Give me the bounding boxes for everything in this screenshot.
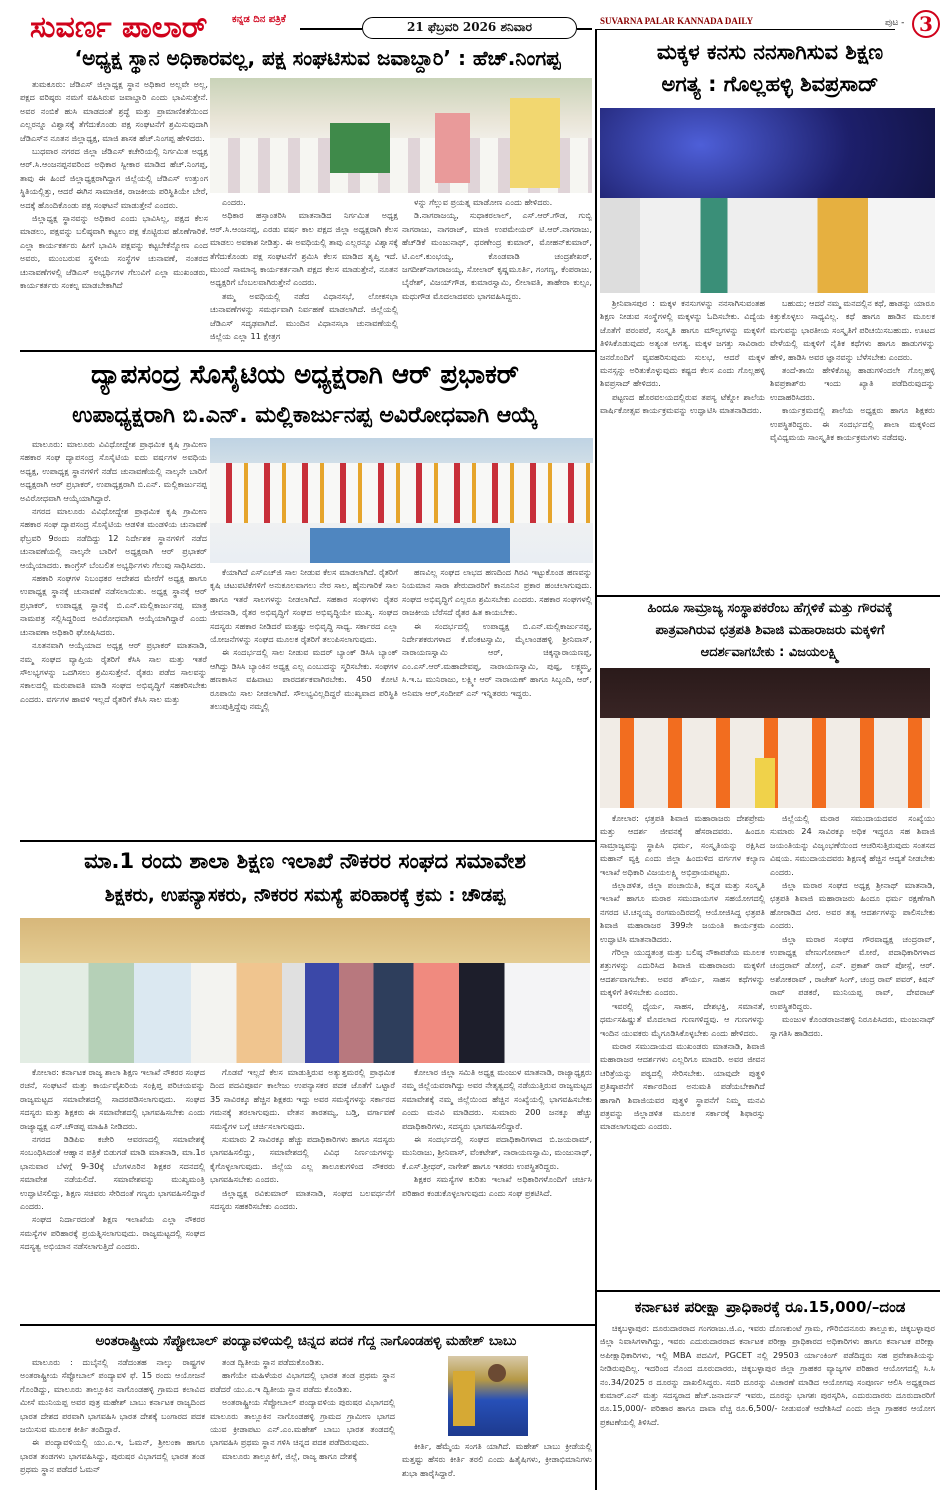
masthead-rule-mid [577,28,592,30]
paragraph: ಹಣವಿಲ್ಲ ಸಂಘದ ಲಾಭದ ಹಣದಿಂದ ಗಿರವಿ ಇಟ್ಟುಕೊಂಡ ಹಣವನ್ನು ನಿಯಮಾನ ಸಾರಾ ಶೇರುದಾರರಿಗೆ ಕಾನೂನಿನ ಪ್ರಕಾರ ಹಂಚಲಾಗುವುದು. ಸಂಘದ ಅಭಿವೃದ್ಧಿಗೆ ಎಲ್ಲರೂ ಶ್ರಮಿಸಬೇಕು ಎಂದರು. ಸಹಕಾರ ಸಂಘಗಳಲ್ಲಿ ರಾಜಕೀಯ ಬೆರೆಸದೆ ರೈತರ ಹಿತ ಕಾಯಬೇಕು. [402,567,592,618]
paragraph: ಜಿಲ್ಲಾಧ್ಯಕ್ಷ ಸ್ಥಾನವನ್ನು ಅಧಿಕಾರ ಎಂದು ಭಾವಿಸಿಲ್ಲ, ಪಕ್ಷದ ಕೆಲಸ ಮಾಡಲು, ಪಕ್ಷವನ್ನು ಬಲಿಷ್ಠವಾಗಿ ಕಟ್ಟಲು ಪಕ್ಷ ಕೊಟ್ಟಿರುವ ಹೊಣೆಗಾರಿಕೆ. ಎಲ್ಲಾ ಕಾರ್ಯಕರ್ತರು ಹೀಗೆ ಭಾವಿಸಿ ಪಕ್ಷವನ್ನು ಕಟ್ಟಬೇಕೆನ್ನೋಣ ಎಂದ ಅವರು, ಮುಂಬರುವ ಸ್ಥಳೀಯ ಸಂಸ್ಥೆಗಳ ಚುನಾವಣೆ, ನಂತರದ ಚುನಾವಣೆಗಳಲ್ಲಿ ಜೆಡಿಎಸ್ ಅಭ್ಯರ್ಥಿಗಳ ಗೆಲುವಿಗೆ ಎಲ್ಲಾ ಮುಖಂಡರು, ಕಾರ್ಯಕರ್ತರು ಸಂಕಲ್ಪ ಮಾಡಬೇಕಾಗಿದೆ [20,213,208,291]
issue-date: 21 ಫೆಬ್ರವರಿ 2026 ಶನಿವಾರ [362,17,577,39]
paragraph: ಶ್ರೀನಿವಾಸಪುರ : ಮಕ್ಕಳ ಕನಸುಗಳನ್ನು ನನಸಾಗಿಸುವಂತಹ ಶಿಕ್ಷಣ ನೀಡುವ ಸಂಸ್ಥೆಗಳಲ್ಲಿ ಮಕ್ಕಳನ್ನು ಓದಿಸಬೇಕು. ವಿದ್ಯೆಯ ಜೊತೆಗೆ ಪರಂಪರೆ, ಸಂಸ್ಕೃತಿ ಹಾಗೂ ಮೌಲ್ಯಗಳನ್ನು ಮಕ್ಕಳಿಗೆ ತಿಳಿಸಿಕೊಡುವುದು ಅತ್ಯಂತ ಅಗತ್ಯ. ಮಕ್ಕಳ ಜಗತ್ತು ಸಾವಿರಾರು ಜನರೊಂದಿಗೆ ವ್ಯವಹರಿಸುವುದು ಸುಲಭ, ಆದರೆ ಮಕ್ಕಳ ಮನಸ್ಸನ್ನು ಅರಿತುಕೊಳ್ಳುವುದು ಕಷ್ಟದ ಕೆಲಸ ಎಂದು ಗೊಲ್ಲಹಳ್ಳಿ ಶಿವಪ್ರಸಾದ್ ಹೇಳಿದರು. [600,298,765,389]
paragraph: ಮಾಲೂರು ತಾಲ್ಲೂಕಿಗೆ, ಜಿಲ್ಲೆ, ರಾಜ್ಯ ಹಾಗೂ ದೇಶಕ್ಕೆ [222,1450,358,1461]
story3-headline-line2: ಉಪಾಧ್ಯಕ್ಷರಾಗಿ ಬಿ.ಎನ್. ಮಲ್ಲಿಕಾರ್ಜುನಪ್ಪ ಅವಿರೋಧವಾಗಿ ಆಯ್ಕೆ [72,403,538,428]
paragraph: ಪಟ್ಟಣದ ಹೊರವಲಯದಲ್ಲಿರುವ ತಪಸ್ಯ ಟೆಕ್ನೋ ಶಾಲೆಯ ವಾರ್ಷಿಕೋತ್ಸವ ಕಾರ್ಯಕ್ರಮವನ್ನು ಉದ್ಘಾಟಿಸಿ ಮಾತನಾಡಿದರು. [600,391,765,416]
paragraph: ಸಂಘದ ನಿರ್ದಾರದಂತೆ ಶಿಕ್ಷಣ ಇಲಾಖೆಯ ಎಲ್ಲಾ ನೌಕರರ ಸಮಸ್ಯೆಗಳ ಪರಿಹಾರಕ್ಕೆ ಪ್ರಯತ್ನಿಸಲಾಗುವುದು. ರಾಜ್ಯಮಟ್ಟದಲ್ಲಿ ಸಂಘದ ಸದಸ್ಯತ್ವ ಅಭಿಯಾನ ನಡೆಸಲಾಗುತ್ತಿದೆ ಎಂದರು. [20,1214,205,1252]
masthead-rule-right [595,29,895,30]
paragraph: ಈ ಸಂದರ್ಭದಲ್ಲಿ ಸಂಘದ ಪದಾಧಿಕಾರಿಗಳಾದ ಬಿ.ಜಯರಾಮ್, ಮುನಿರಾಜು, ಶ್ರೀನಿವಾಸ್, ವೆಂಕಟೇಶ್, ನಾರಾಯಣಸ್ವಾಮಿ, ಮಂಜುನಾಥ್, ಕೆ.ಎಸ್.ಶ್ರೀಧರ್, ನಾಗೇಶ್ ಹಾಗೂ ಇತರರು ಉಪಸ್ಥಿತರಿದ್ದರು. [402,1134,592,1171]
story7-column-2 [210,1356,395,1488]
story3-column-1 [20,438,207,838]
story3-headline: ದ್ಯಾಪಸಂದ್ರ ಸೊಸೈಟಿಯ ಅಧ್ಯಕ್ಷರಾಗಿ ಆರ್ ಪ್ರಭಾಕರ್ [91,360,519,390]
story3-column-2 [210,566,398,838]
paragraph: ತುಮಕೂರು: ಜೆಡಿಎಸ್ ಜಿಲ್ಲಾಧ್ಯಕ್ಷ ಸ್ಥಾನ ಅಧಿಕಾರ ಅಲ್ಲವೇ ಅಲ್ಲ, ಪಕ್ಷದ ವರಿಷ್ಠರು ನಮಗೆ ವಹಿಸಿರುವ ಜವಾಬ್ದಾರಿ ಎಂದು ಭಾವಿಸುತ್ತೇನೆ. ಅವರ ನಂಬಿಕೆ ಹುಸಿ ಮಾಡದಂತೆ ಶ್ರದ್ಧೆ ಮತ್ತು ಪ್ರಾಮಾಣಿಕತೆಯಿಂದ ಎಲ್ಲರನ್ನೂ ವಿಶ್ವಾಸಕ್ಕೆ ತೆಗೆದುಕೊಂಡು ಪಕ್ಷ ಸಂಘಟನೆಗೆ ಶ್ರಮಿಸುವುದಾಗಿ ಜೆಡಿಎಸ್‌ನ ನೂತನ ಜಿಲ್ಲಾಧ್ಯಕ್ಷ, ಮಾಜಿ ಶಾಸಕ ಹೆಚ್.ನಿಂಗಪ್ಪ ಹೇಳಿದರು. [20,79,208,143]
paragraph: ಮಾಲೂರು : ದುಬೈನಲ್ಲಿ ನಡೆದಂತಹ ನಾಲ್ಕು ರಾಷ್ಟ್ರಗಳ ಅಂತರಾಷ್ಟ್ರೀಯ ಸೆಪ್ಟೋಬಾಲ್ ಪಂದ್ಯಾವಳಿ ಫೆ. 15 ರಂದು ಆಯೋಜನೆ ಗೊಂಡಿದ್ದು, ಮಾಲೂರು ತಾಲ್ಲೂಕಿನ ನಾಗೊಂಡಹಳ್ಳಿ ಗ್ರಾಮದ ಕಲಾವಿದ ಮೀಸೆ ಮುನಿಯಪ್ಪ ಅವರ ಪುತ್ರ ಮಹೇಶ್ ಬಾಬು ಕರ್ನಾಟಕ ರಾಜ್ಯದಿಂದ ಭಾರತ ದೇಶದ ಪರವಾಗಿ ಭಾಗವಹಿಸಿ ಭಾರತ ದೇಶಕ್ಕೆ ಬಂಗಾರದ ಪದಕ ಜಯಿಸುವ ಮೂಲಕ ಕೀರ್ತಿ ತಂದಿದ್ದಾರೆ. [20,1357,205,1435]
paragraph: ಹಾಗೆಯೇ ಮಹಿಳೆಯರ ವಿಭಾಗದಲ್ಲಿ ಭಾರತ ತಂಡ ಪ್ರಥಮ ಸ್ಥಾನ ಪಡೆದರೆ ಯು.ಎ.ಇ ದ್ವಿತೀಯ ಸ್ಥಾನ ಪಡೆದು ಕೊಂಡಿತು. [210,1370,395,1394]
page-label: ಪುಟ - [885,18,905,28]
story4-column-2 [770,812,935,1282]
story2-headline: ಮಕ್ಕಳ ಕನಸು ನನಸಾಗಿಸುವ ಶಿಕ್ಷಣ [656,40,884,64]
story4-headline: ಹಿಂದೂ ಸಾಮ್ರಾಜ್ಯ ಸಂಸ್ಥಾಪಕರೆಂಬ ಹೆಗ್ಗಳಿಕೆ ಮತ್ತು ಗೌರವಕ್ಕೆ [647,601,893,616]
paragraph: ಮರಾಠ ಸಮುದಾಯದ ಮುಖಂಡರು ಮಾತನಾಡಿ, ಶಿವಾಜಿ ಮಹಾರಾಜರ ಆದರ್ಶಗಳು ಎಲ್ಲರಿಗೂ ಮಾದರಿ. ಅವರ ಜೀವನ ಚರಿತ್ರೆಯನ್ನು ಪಠ್ಯದಲ್ಲಿ ಸೇರಿಸಬೇಕು. ಯಾವುದೇ ಪುತ್ಥಳಿ ಪ್ರತಿಷ್ಠಾಪನೆಗೆ ಸರ್ಕಾರದಿಂದ ಅನುಮತಿ ಪಡೆಯಬೇಕಾಗಿದೆ ಹಾಗಾಗಿ ಶಿವಾಜಿಯವರ ಪುತ್ಥಳಿ ಸ್ಥಾಪನೆಗೆ ನಿಮ್ಮ ಮನವಿ ಪತ್ರವನ್ನು ಜಿಲ್ಲಾಡಳಿತ ಮೂಲಕ ಸರ್ಕಾರಕ್ಕೆ ಶಿಫಾರಸ್ಸು ಮಾಡಲಾಗುವುದು ಎಂದರು. [600,1040,765,1132]
story7-column-1 [20,1356,205,1488]
story2-headline-line2: ಅಗತ್ಯ : ಗೊಲ್ಲಹಳ್ಳಿ ಶಿವಪ್ರಸಾದ್ [661,72,879,96]
paragraph: ಜಿಲ್ಲಾಡಳಿತ, ಜಿಲ್ಲಾ ಪಂಚಾಯಿತಿ, ಕನ್ನಡ ಮತ್ತು ಸಂಸ್ಕೃತಿ ಇಲಾಖೆ ಹಾಗೂ ಮರಾಠ ಸಮುದಾಯಗಳ ಸಹಯೋಗದಲ್ಲಿ ನಗರದ ಟಿ.ಚನ್ನಯ್ಯ ರಂಗಮಂದಿರದಲ್ಲಿ ಆಯೋಜಿಸಿದ್ದ ಛತ್ರಪತಿ ಶಿವಾಜಿ ಮಹಾರಾಜರ 399ನೇ ಜಯಂತಿ ಕಾರ್ಯಕ್ರಮ ಉದ್ಘಾಟಿಸಿ ಮಾತನಾಡಿದರು. [600,880,765,944]
story5-headline-line2: ಶಿಕ್ಷಕರು, ಉಪನ್ಯಾಸಕರು, ನೌಕರರ ಸಮಸ್ಯೆ ಪರಿಹಾರಕ್ಕೆ ಕ್ರಮ : ಚೌಡಪ್ಪ [104,885,506,906]
paragraph: ಗೆರಿಲ್ಲಾ ಯುದ್ಧತಂತ್ರ ಮತ್ತು ಬಲಿಷ್ಠ ನೌಕಾಪಡೆಯ ಮೂಲಕ ಶತ್ರುಗಳನ್ನು ಎದುರಿಸಿದ ಶಿವಾಜಿ ಮಹಾರಾಜರು ಮಕ್ಕಳಿಗೆ ಆದರ್ಶವಾಗಬೇಕು. ಅವರ ಶೌರ್ಯ, ಸಾಹಸ ಕಥೆಗಳನ್ನು ಮಕ್ಕಳಿಗೆ ತಿಳಿಸಬೇಕು ಎಂದರು. [600,947,765,998]
masthead-rule-left [300,28,362,30]
paragraph: ನಗರದ ಮಾಲೂರು ವಿವಿಧೋದ್ದೇಶ ಪ್ರಾಥಮಿಕ ಕೃಷಿ ಗ್ರಾಮೀಣ ಸಹಕಾರ ಸಂಘ ದ್ಯಾಪಸಂದ್ರ ಸೊಸೈಟಿಯ ಆಡಳಿತ ಮಂಡಳಿಯ ಚುನಾವಣೆ ಫೆಬ್ರವರಿ 9ರಂದು ನಡೆದಿದ್ದು 12 ನಿರ್ದೇಶಕ ಸ್ಥಾನಗಳಿಗೆ ನಡೆದ ಚುನಾವಣೆಯಲ್ಲಿ ನಾಲ್ಕನೇ ಬಾರಿಗೆ ಅಧ್ಯಕ್ಷರಾಗಿ ಆರ್ ಪ್ರಭಾಕರ್ ಆಯ್ಕೆಯಾದರು. ಕಾಂಗ್ರೆಸ್ ಬೆಂಬಲಿತ ಅಭ್ಯರ್ಥಿಗಳು ಗೆಲುವು ಸಾಧಿಸಿದರು. [20,506,207,570]
paragraph: ನಗರದ ಡಿಡಿಪಿಐ ಕಚೇರಿ ಆವರಣದಲ್ಲಿ ಸಮಾವೇಶಕ್ಕೆ ಸಂಬಂಧಿಸಿದಂತೆ ಆಹ್ವಾನ ಪತ್ರಿಕೆ ಬಿಡುಗಡೆ ಮಾಡಿ ಮಾತನಾಡಿ, ಮಾ.1ರ ಭಾನುವಾರ ಬೆಳಗ್ಗೆ 9-30ಕ್ಕೆ ಬೆಂಗಳೂರಿನ ಶಿಕ್ಷಕರ ಸದನದಲ್ಲಿ ಸಮಾವೇಶ ನಡೆಯಲಿದೆ. ಸಮಾವೇಶವನ್ನು ಮುಖ್ಯಮಂತ್ರಿ ಉದ್ಘಾಟಿಸಲಿದ್ದು, ಶಿಕ್ಷಣ ಸಚಿವರು ಸೇರಿದಂತೆ ಗಣ್ಯರು ಭಾಗವಹಿಸಲಿದ್ದಾರೆ ಎಂದರು. [20,1134,205,1212]
story4-headline-line3: ಆದರ್ಶವಾಗಬೇಕು : ವಿಜಯಲಕ್ಷ್ಮಿ [700,645,840,660]
paragraph: ಡಿ.ನಾಗರಾಜಯ್ಯ, ಸುಧಾಕರಲಾಲ್, ಎಸ್.ಆರ್.ಗೌಡ, ಗುಬ್ಬಿ ನಾಗರಾಜು, ನಾಗರಾಜ್, ಮಾಜಿ ಉಪಮೇಯರ್ ಟಿ.ಆರ್.ನಾಗರಾಜು, ಹೆಚ್‌ಡಿಕೆ ಮಂಜುನಾಥ್, ಧರಣೇಂದ್ರ ಕುಮಾರ್, ಮೋಹನ್‌ಕುಮಾರ್, ಟಿ.ಎಲ್.ಕುಂಭಯ್ಯ, ಕೊಂಡವಾಡಿ ಚಂದ್ರಶೇಖರ್, ಜಗದೀಶ್‌ನಾಗರಾಜಯ್ಯ, ಸೋಲಾರ್ ಕೃಷ್ಣಮೂರ್ತಿ, ಗಂಗಣ್ಣ, ಕೆಂಪರಾಜು, ಬೈರೇಶ್, ವಿಜಯ್‌ಗೌಡ, ಕುಮಾರಸ್ವಾಮಿ, ಲೀಲಾವತಿ, ತಾಹೇರಾ ಕುಲ್ಸಂ, ಮಧುಗೌಡ ಮೊದಲಾದವರು ಭಾಗವಹಿಸಿದ್ದರು. [402,210,592,301]
page-number: 3 [912,10,940,38]
paragraph: ಮಂಜುಳ ಕೊಂಡರಾಜನಹಳ್ಳಿ ನಿರೂಪಿಸಿದರು, ಮಂಜುನಾಥ್ ಸ್ವಾಗತಿಸಿ ಹಾಡಿದರು. [770,1014,935,1038]
story6-body [600,1322,935,1487]
paragraph: ನೂತನವಾಗಿ ಆಯ್ಕೆಯಾದ ಅಧ್ಯಕ್ಷ ಆರ್ ಪ್ರಭಾಕರ್ ಮಾತನಾಡಿ, ನಮ್ಮ ಸಂಘದ ವ್ಯಾಪ್ತಿಯ ರೈತರಿಗೆ ಕೆಸಿಸಿ ಸಾಲ ಮತ್ತು ಇತರೆ ಸೌಲಭ್ಯಗಳನ್ನು ಒದಗಿಸಲು ಶ್ರಮಿಸುತ್ತೇನೆ. ರೈತರು ಪಡೆದ ಸಾಲವನ್ನು ಸಕಾಲದಲ್ಲಿ ಮರುಪಾವತಿ ಮಾಡಿ ಸಂಘದ ಅಭಿವೃದ್ಧಿಗೆ ಸಹಕರಿಸಬೇಕು ಎಂದರು. ವರ್ಗಗಳ ಹಾವಳಿ ಇಲ್ಲದೆ ರೈತರಿಗೆ ಕೆಸಿಸಿ ಸಾಲ ಮತ್ತು [20,640,207,704]
paragraph: ಮಾಲೂರು: ಮಾಲೂರು ವಿವಿಧೋದ್ದೇಶ ಪ್ರಾಥಮಿಕ ಕೃಷಿ ಗ್ರಾಮೀಣ ಸಹಕಾರ ಸಂಘ ದ್ಯಾಪಸಂದ್ರ ಸೊಸೈಟಿಯ ಐದು ವರ್ಷಗಳ ಅವಧಿಯ ಅಧ್ಯಕ್ಷ, ಉಪಾಧ್ಯಕ್ಷ ಸ್ಥಾನಗಳಿಗೆ ನಡೆದ ಚುನಾವಣೆಯಲ್ಲಿ ನಾಲ್ಕನೇ ಬಾರಿಗೆ ಅಧ್ಯಕ್ಷರಾಗಿ ಆರ್ ಪ್ರಭಾಕರ್, ಉಪಾಧ್ಯಕ್ಷರಾಗಿ ಬಿ.ಎನ್. ಮಲ್ಲಿಕಾರ್ಜುನಪ್ಪ ಅವಿರೋಧವಾಗಿ ಆಯ್ಕೆಯಾಗಿದ್ದಾರೆ. [20,439,207,503]
paragraph: ಎಂದರು. [222,197,246,207]
paragraph: ಜಿಲ್ಲಾ ಮರಾಠ ಸಂಘದ ಗೌರವಾಧ್ಯಕ್ಷ ಚಂದ್ರರಾವ್, ಉಪಾಧ್ಯಕ್ಷ ವೇಣುಗೋಪಾಲ್ ಮೋರೆ, ಪದಾಧಿಕಾರಿಗಳಾದ ಚಂದ್ರರಾವ್ ಡೋಗ್ರೆ, ಎನ್. ಪ್ರಕಾಶ್ ರಾವ್ ಪೋಸ್ಲೆ, ಆರ್. ಅಶೋಕರಾವ್ , ರಾಜೇಶ್ ಸಿಂಗ್, ಚಂದ್ರ ರಾವ್ ಪವರ್, ಕಿಷನ್ ರಾವ್ ಪಡಕರೆ, ಮುನಿಯಪ್ಪ ರಾವ್, ದೇವರಾಜ್ ಉಪಸ್ಥಿತರಿದ್ದರು. [770,933,935,1011]
paragraph: ತಂಡ ದ್ವಿತೀಯ ಸ್ಥಾನ ಪಡೆದುಕೊಂಡಿತು. [222,1357,325,1367]
paragraph: ತಮ್ಮ ಅವಧಿಯಲ್ಲಿ ನಡೆದ ವಿಧಾನಸಭೆ, ಲೋಕಸಭಾ ಚುನಾವಣೆಗಳನ್ನು ಸಮರ್ಥವಾಗಿ ನಿರ್ವಹಣೆ ಮಾಡಲಾಗಿದೆ. ಜಿಲ್ಲೆಯಲ್ಲಿ ಜೆಡಿಎಸ್ ಸದೃಢವಾಗಿದೆ. ಮುಂದಿನ ವಿಧಾನಸಭಾ ಚುನಾವಣೆಯಲ್ಲಿ ಜಿಲ್ಲೆಯ ಎಲ್ಲಾ 11 ಕ್ಷೇತ್ರಗ [210,290,398,342]
story7-column-3 [402,1440,592,1488]
paragraph: ಶಿಕ್ಷಕರ ಸಮಸ್ಯೆಗಳ ಕುರಿತು ಇಲಾಖೆ ಅಧಿಕಾರಿಗಳೊಂದಿಗೆ ಚರ್ಚಿಸಿ ಪರಿಹಾರ ಕಂಡುಕೊಳ್ಳಲಾಗುವುದು ಎಂದು ಸಂಘ ಪ್ರಕಟಿಸಿದೆ. [402,1174,592,1198]
story1-column-2 [210,196,398,348]
story4-headline-line2: ಪಾತ್ರವಾಗಿರುವ ಛತ್ರಪತಿ ಶಿವಾಜಿ ಮಹಾರಾಜರು ಮಕ್ಕಳಿಗೆ [655,623,885,638]
story1-headline: ‘ಅಧ್ಯಕ್ಷ ಸ್ಥಾನ ಅಧಿಕಾರವಲ್ಲ, ಪಕ್ಷ ಸಂಘಟಿಸುವ ಜವಾಬ್ದಾರಿ’ : ಹೆಚ್.ನಿಂಗಪ್ಪ [74,46,561,70]
section-rule [20,1324,595,1326]
english-name: SUVARNA PALAR KANNADA DAILY [600,16,754,26]
story6-headline: ಕರ್ನಾಟಕ ಪರೀಕ್ಷಾ ಪ್ರಾಧಿಕಾರಕ್ಕೆ ರೂ.15,000/–ದಂಡ [634,1298,906,1316]
story2-column-1 [600,297,765,592]
story4-column-1 [600,812,765,1282]
story5-column-2 [210,1066,395,1321]
story7-headline: ಅಂತರಾಷ್ಟ್ರೀಯ ಸೆಪ್ಟೋಬಾಲ್ ಪಂದ್ಯಾವಳಿಯಲ್ಲಿ ಚಿನ್ನದ ಪದಕ ಗೆದ್ದ ನಾಗೊಂಡಹಳ್ಳಿ ಮಹೇಶ್ ಬಾಬು [95,1333,517,1349]
story7-photo [448,1356,528,1436]
paragraph: ಸಹಕಾರಿ ಸಂಘಗಳ ನಿಬಂಧಕರ ಆದೇಶದ ಮೇರೆಗೆ ಅಧ್ಯಕ್ಷ ಹಾಗೂ ಉಪಾಧ್ಯಕ್ಷ ಸ್ಥಾನಕ್ಕೆ ಚುನಾವಣೆ ನಡೆಸಲಾಯಿತು. ಅಧ್ಯಕ್ಷ ಸ್ಥಾನಕ್ಕೆ ಆರ್ ಪ್ರಭಾಕರ್, ಉಪಾಧ್ಯಕ್ಷ ಸ್ಥಾನಕ್ಕೆ ಬಿ.ಎನ್.ಮಲ್ಲಿಕಾರ್ಜುನಪ್ಪ ಮಾತ್ರ ನಾಮಪತ್ರ ಸಲ್ಲಿಸಿದ್ದರಿಂದ ಅವಿರೋಧವಾಗಿ ಆಯ್ಕೆಯಾಗಿದ್ದಾರೆ ಎಂದು ಚುನಾವಣಾ ಅಧಿಕಾರಿ ಘೋಷಿಸಿದರು. [20,573,207,637]
paragraph: ಅಧಿಕಾರ ಹಸ್ತಾಂತರಿಸಿ ಮಾತನಾಡಿದ ನಿರ್ಗಮಿತ ಅಧ್ಯಕ್ಷ ಆರ್.ಸಿ.ಆಂಜನಪ್ಪ, ಎರಡು ವರ್ಷ ಕಾಲ ಪಕ್ಷದ ಜಿಲ್ಲಾ ಅಧ್ಯಕ್ಷರಾಗಿ ಕೆಲಸ ಮಾಡಲು ಅವಕಾಶ ನೀಡಿತ್ತು. ಈ ಅವಧಿಯಲ್ಲಿ ತಾವು ಎಲ್ಲರನ್ನೂ ವಿಶ್ವಾಸಕ್ಕೆ ತೆಗೆದುಕೊಂಡು ಪಕ್ಷ ಸಂಘಟನೆಗೆ ಶ್ರಮಿಸಿ ಕೆಲಸ ಮಾಡಿದ ತೃಪ್ತಿ ಇದೆ. ಮುಂದೆ ಸಾಮಾನ್ಯ ಕಾರ್ಯಕರ್ತನಾಗಿ ಪಕ್ಷದ ಕೆಲಸ ಮಾಡುತ್ತೇನೆ, ನೂತನ ಅಧ್ಯಕ್ಷರಿಗೆ ಬೆಂಬಲವಾಗಿರುತ್ತೇನೆ ಎಂದರು. [210,210,398,288]
story5-photo [20,918,590,1063]
section-rule [597,595,940,597]
paragraph: ಜಿಲ್ಲಾ ಮರಾಠ ಸಂಘದ ಅಧ್ಯಕ್ಷ ಶ್ರೀನಾಥ್ ಮಾತನಾಡಿ, ಛತ್ರಪತಿ ಶಿವಾಜಿ ಮಹಾರಾಜರು ಹಿಂದೂ ಧರ್ಮ ರಕ್ಷಣೆಗಾಗಿ ಹೋರಾಡಿದ ವೀರ. ಅವರ ತತ್ವ ಆದರ್ಶಗಳನ್ನು ಪಾಲಿಸಬೇಕು ಎಂದರು. [770,880,935,931]
story5-column-3 [402,1066,592,1321]
story2-photo [600,108,935,293]
paragraph: ಜಿಲ್ಲಾಧ್ಯಕ್ಷ ರವಿಕುಮಾರ್ ಮಾತನಾಡಿ, ಸಂಘದ ಬಲವರ್ಧನೆಗೆ ಸದಸ್ಯರು ಸಹಕರಿಸಬೇಕು ಎಂದರು. [210,1187,395,1212]
paragraph: ಈ ಸಂದರ್ಭದಲ್ಲಿ ಉಪಾಧ್ಯಕ್ಷ ಬಿ.ಎನ್.ಮಲ್ಲಿಕಾರ್ಜುನಪ್ಪ, ನಿರ್ದೇಶಕರುಗಳಾದ ಕೆ.ವೆಂಕಟಸ್ವಾಮಿ, ಮೈಲಾಂಡಹಳ್ಳಿ ಶ್ರೀನಿವಾಸ್, ನಾರಾಯಣಸ್ವಾಮಿ ಆರ್, ಚಿಕ್ಕನ್ನಾರಾಯಣಪ್ಪ, ಎಂ.ಎಸ್.ಆರ್.ಮಹಾದೇವಪ್ಪ, ನಾರಾಯಣಸ್ವಾಮಿ, ಪುಷ್ಪ, ಲಕ್ಷ್ಮಮ್ಮ, ಸಿ.ಇ.ಒ ಮುನಿರಾಜು, ಲಕ್ಷ್ಮೀ ಆರ್ ನಾರಾಯಣ್ ಹಾಗೂ ಸಿಬ್ಬಂದಿ, ಆರ್, ಅನಿಮಾ ಆರ್,ಸಂದೀಪ್ ಎನ್ ಇನ್ನಿತರರು ಇದ್ದರು. [402,620,592,698]
paragraph: ಸುಮಾರು 2 ಸಾವಿರಕ್ಕೂ ಹೆಚ್ಚು ಪದಾಧಿಕಾರಿಗಳು ಹಾಗೂ ಸದಸ್ಯರು ಭಾಗವಹಿಸಲಿದ್ದು, ಸಮಾವೇಶದಲ್ಲಿ ವಿವಿಧ ನಿರ್ಣಯಗಳನ್ನು ಕೈಗೊಳ್ಳಲಾಗುವುದು. ಜಿಲ್ಲೆಯ ಎಲ್ಲ ತಾಲೂಕುಗಳಿಂದ ನೌಕರರು ಭಾಗವಹಿಸಬೇಕು ಎಂದರು. [210,1134,395,1185]
story2-column-2 [770,297,935,592]
paragraph: ಕೋಲಾರ: ಕರ್ನಾಟಕ ರಾಜ್ಯ ಶಾಲಾ ಶಿಕ್ಷಣ ಇಲಾಖೆ ನೌಕರರ ಸಂಘದ ರಚನೆ, ಸಂಘಟನೆ ಮತ್ತು ಕಾರ್ಯವೈಖರಿಯ ಸಂಕ್ಷಿಪ್ತ ಪರಿಚಯವನ್ನು ರಾಜ್ಯಮಟ್ಟದ ಸಮಾವೇಶದಲ್ಲಿ ಸಾದರಪಡಿಸಲಾಗುವುದು. ಸಂಘದ ಸದಸ್ಯರು ಮತ್ತು ಶಿಕ್ಷಕರು ಈ ಸಮಾವೇಶದಲ್ಲಿ ಭಾಗವಹಿಸಬೇಕು ಎಂದು ರಾಜ್ಯಾಧ್ಯಕ್ಷ ಎಸ್.ಚೌಡಪ್ಪ ಮಾಹಿತಿ ನೀಡಿದರು. [20,1067,205,1131]
paragraph: ಜಿಲ್ಲೆಯಲ್ಲಿ ಮರಾಠ ಸಮುದಾಯದವರ ಸಂಖ್ಯೆಯು ಸುಮಾರು 24 ಸಾವಿರಕ್ಕೂ ಅಧಿಕ ಇದ್ದರೂ ಸಹ ಶಿವಾಜಿ ಜಯಂತಿಯನ್ನು ವಿಜೃಂಭಣೆಯಿಂದ ಆಚರಿಸುತ್ತಿರುವುದು ಸಂತಸದ ವಿಷಯ. ಸಮುದಾಯದವರು ಶಿಕ್ಷಣಕ್ಕೆ ಹೆಚ್ಚಿನ ಆದ್ಯತೆ ನೀಡಬೇಕು ಎಂದರು. [770,813,935,877]
paragraph: ಗೊಡವೆ ಇಲ್ಲದೆ ಕೆಲಸ ಮಾಡುತ್ತಿರುವ ಅತ್ಯುತ್ತಮರಲ್ಲಿ ಪ್ರಾಥಮಿಕ ದಿಂದ ಪದವಿಪೂರ್ವ ಕಾಲೇಜು ಉಪನ್ಯಾಸಕರ ಪದಕ ಜೊತೆಗೆ ಒಟ್ಟಾರೆ 35 ಸಾವಿರಕ್ಕೂ ಹೆಚ್ಚಿನ ಶಿಕ್ಷಕರು ಇದ್ದು ಅವರ ಸಮಸ್ಯೆಗಳನ್ನು ಸರ್ಕಾರದ ಗಮನಕ್ಕೆ ತರಲಾಗುವುದು. ವೇತನ ತಾರತಮ್ಯ, ಬಡ್ತಿ, ವರ್ಗಾವಣೆ ಸಮಸ್ಯೆಗಳ ಬಗ್ಗೆ ಚರ್ಚಿಸಲಾಗುವುದು. [210,1067,395,1131]
story4-photo [600,668,930,808]
section-rule [20,840,595,842]
story3-column-3 [402,566,592,838]
section-rule [597,1290,940,1292]
paragraph: ಕೋಲಾರ: ಛತ್ರಪತಿ ಶಿವಾಜಿ ಮಹಾರಾಜರು ದೇಶಪ್ರೇಮ ಮತ್ತು ಆದರ್ಶ ಜೀವನಕ್ಕೆ ಹೆಸರಾದವರು. ಹಿಂದೂ ಸಾಮ್ರಾಜ್ಯವನ್ನು ಸ್ಥಾಪಿಸಿ ಧರ್ಮ, ಸಂಸ್ಕೃತಿಯನ್ನು ರಕ್ಷಿಸಿದ ಮಹಾನ್ ವ್ಯಕ್ತಿ ಎಂದು ಜಿಲ್ಲಾ ಹಿಂದುಳಿದ ವರ್ಗಗಳ ಕಲ್ಯಾಣ ಇಲಾಖೆ ಅಧಿಕಾರಿ ವಿಜಯಲಕ್ಷ್ಮಿ ಅಭಿಪ್ರಾಯಪಟ್ಟರು. [600,813,765,877]
story5-column-1 [20,1066,205,1321]
paragraph: ಕೀರ್ತಿ, ಹೆಮ್ಮೆಯ ಸಂಗತಿ ಯಾಗಿದೆ. ಮಹೇಶ್ ಬಾಬು ಕ್ರೀಡೆಯಲ್ಲಿ ಮತ್ತಷ್ಟು ಹೆಸರು ಕೀರ್ತಿ ತರಲಿ ಎಂದು ಹಿತೈಷಿಗಳು, ಕ್ರೀಡಾಭಿಮಾನಿಗಳು ಶುಭಾ ಹಾರೈಸಿದ್ದಾರೆ. [402,1441,592,1478]
story5-headline: ಮಾ.1 ರಂದು ಶಾಲಾ ಶಿಕ್ಷಣ ಇಲಾಖೆ ನೌಕರರ ಸಂಘದ ಸಮಾವೇಶ [84,849,526,873]
paragraph: ಕೋಲಾರ ಜಿಲ್ಲಾ ಸಮಿತಿ ಅಧ್ಯಕ್ಷ ಮಂಜುಳ ಮಾತನಾಡಿ, ರಾಜ್ಯಾಧ್ಯಕ್ಷರು ನಮ್ಮ ಜಿಲ್ಲೆಯವರಾಗಿದ್ದು ಅವರ ನೇತೃತ್ವದಲ್ಲಿ ನಡೆಯುತ್ತಿರುವ ರಾಜ್ಯಮಟ್ಟದ ಸಮಾವೇಶಕ್ಕೆ ನಮ್ಮ ಜಿಲ್ಲೆಯಿಂದ ಹೆಚ್ಚಿನ ಸಂಖ್ಯೆಯಲ್ಲಿ ಭಾಗವಹಿಸಬೇಕು ಎಂದು ಮನವಿ ಮಾಡಿದರು. ಸುಮಾರು 200 ಜನಕ್ಕೂ ಹೆಚ್ಚು ಪದಾಧಿಕಾರಿಗಳು, ಸದಸ್ಯರು ಭಾಗವಹಿಸಲಿದ್ದಾರೆ. [402,1067,592,1131]
paragraph: ಬಹುದು; ಆದರೆ ನಮ್ಮ ಮನದಲ್ಲಿನ ಕಥೆ, ಹಾಡನ್ನು ಯಾರೂ ಕಿತ್ತುಕೊಳ್ಳಲು ಸಾಧ್ಯವಿಲ್ಲ. ಕಥೆ ಹಾಗೂ ಹಾಡಿನ ಮೂಲಕ ಮಗುವನ್ನು ಭಾರತೀಯ ಸಂಸ್ಕೃತಿಗೆ ಪರಿಚಯಿಸಬಹುದು. ಊಟದ ವೇಳೆಯಲ್ಲಿ ಮಕ್ಕಳಿಗೆ ನೈತಿಕ ಕಥೆಗಳು ಹಾಗೂ ಹಾಡುಗಳನ್ನು ಹೇಳಿ, ಹಾಡಿಸಿ ಅವರ ಜ್ಞಾನವನ್ನು ಬೆಳೆಸಬೇಕು ಎಂದರು. [770,298,935,362]
paragraph: ಇವರಲ್ಲಿ ಧೈರ್ಯ, ಸಾಹಸ, ದೇಶಭಕ್ತಿ, ಸಮಾನತೆ, ಧರ್ಮಸಹಿಷ್ಣುತೆ ಮೊದಲಾದ ಗುಣಗಳಿದ್ದವು. ಆ ಗುಣಗಳನ್ನು ಇಂದಿನ ಯುವಕರು ಮೈಗೂಡಿಸಿಕೊಳ್ಳಬೇಕು ಎಂದು ಹೇಳಿದರು. [600,1000,765,1038]
column-divider [595,30,597,1490]
paragraph: ಚಿಕ್ಕಬಳ್ಳಾಪುರ: ದೂರುದಾರರಾದ ಗಂಗರಾಜು.ಜಿ.ಎ, ಇವರು ದೊಣಕುಂಟೆ ಗ್ರಾಮ, ಗೌರಿಬಿದನೂರು ತಾಲ್ಲೂಕು, ಚಿಕ್ಕಬಳ್ಳಾಪುರ ಜಿಲ್ಲಾ ನಿವಾಸಿಗಳಾಗಿದ್ದು, ಇವರು ಎದುರುದಾರರಾದ ಕರ್ನಾಟಕ ಪರೀಕ್ಷಾ ಪ್ರಾಧಿಕಾರದ ಅಧಿಕಾರಿಗಳು ಹಾಗೂ ಕರ್ನಾಟಕ ಪರೀಕ್ಷಾ ಅಪೀಕ್ಷಾಧಿಕಾರಿಗಳು, ಇಲ್ಲಿ MBA ಪದವಿಗೆ, PGCET ನಲ್ಲಿ 29503 ರ್ಯಾಂಕಿಂಗ್ ಪಡೆದಿದ್ದರು ಸಹ ಪ್ರವೇಶಾತಿಯನ್ನು ನೀಡಿರುವುದಿಲ್ಲ. ಇದರಿಂದ ನೊಂದ ದೂರುದಾರರು, ಚಿಕ್ಕಬಳ್ಳಾಪುರ ಜಿಲ್ಲಾ ಗ್ರಾಹಕರ ವ್ಯಾಜ್ಯಗಳ ಪರಿಹಾರ ಆಯೋಗದಲ್ಲಿ ಸಿ.ಸಿ ನಂ.34/2025 ರ ದೂರನ್ನು ದಾಖಲಿಸಿದ್ದರು. ಸದರಿ ದೂರನ್ನು ವಿಚಾರಣೆ ಮಾಡಿದ ಆಯೋಗವು ಸಂಪೂರ್ಣ ಆಲಿಸಿ ಅಧ್ಯಕ್ಷರಾದ ಕುಮಾರ್.ಎನ್ ಮತ್ತು ಸದಸ್ಯರಾದ ಹೆಚ್.ಜನಾರ್ದನ್ ಇವರು, ದೂರನ್ನು ಭಾಗಶಃ ಪುರಸ್ಕರಿಸಿ, ಎದುರುದಾರರು ದೂರುದಾರರಿಗೆ ರೂ.15,000/- ಪರಿಹಾರ ಹಾಗೂ ದಾವಾ ವೆಚ್ಚ ರೂ.6,500/- ನೀಡುವಂತೆ ಆದೇಶಿಸಿದೆ ಎಂದು ಜಿಲ್ಲಾ ಗ್ರಾಹಕರ ಆಯೋಗ ಪ್ರಕಟಣೆಯಲ್ಲಿ ತಿಳಿಸಿದೆ. [600,1323,935,1427]
paragraph: ಈ ಸಂದರ್ಭದಲ್ಲಿ ಸಾಲ ನೀಡುವ ಮದರ್ ಬ್ಯಾಂಕ್ ಡಿಸಿಸಿ ಬ್ಯಾಂಕ್ ಆಗಿದ್ದು ಡಿಸಿಸಿ ಬ್ಯಾಂಕಿನ ಅಧ್ಯಕ್ಷ ಎಲ್ಲ ಎಂಬುದನ್ನು ಸ್ಮರಿಸಬೇಕು. ಸಂಘಗಳ ಹಣಕಾಸಿನ ವಹಿವಾಟು ಪಾರದರ್ಶಕವಾಗಿರಬೇಕು. 450 ಕೋಟಿ ರೂಪಾಯಿ ಸಾಲ ನೀಡಲಾಗಿದೆ. ಸೌಲಭ್ಯವಿಲ್ಲದಿದ್ದರೆ ಮುಖ್ಯವಾದ ಪರಿಸ್ಥಿತಿ ತಲುಪುತ್ತಿದ್ದೆವು ನಮ್ಮಲ್ಲಿ [210,647,398,712]
paragraph: ತಂದೆ-ತಾಯಿ ಹೇಳಿಕೊಟ್ಟ ಹಾಡುಗಳಿಂದಲೇ ಗೊಲ್ಲಹಳ್ಳಿ ಶಿವಪ್ರಕಾಶ್‌ರು ಇಂದು ಖ್ಯಾತಿ ಪಡೆದಿರುವುದನ್ನು ಉದಾಹರಿಸಿದರು. [770,365,935,402]
paragraph: ಬುಧವಾರ ನಗರದ ಜಿಲ್ಲಾ ಜೆಡಿಎಸ್ ಕಚೇರಿಯಲ್ಲಿ ನಿರ್ಗಮಿತ ಅಧ್ಯಕ್ಷ ಆರ್.ಸಿ.ಆಂಜನಪ್ಪನವರಿಂದ ಅಧಿಕಾರ ಸ್ವೀಕಾರ ಮಾಡಿದ ಹೆಚ್.ನಿಂಗಪ್ಪ, ತಾವು ಈ ಹಿಂದೆ ಜಿಲ್ಲಾಧ್ಯಕ್ಷರಾಗಿದ್ದಾಗ ಜಿಲ್ಲೆಯಲ್ಲಿ ಜೆಡಿಎಸ್ ಉತ್ತುಂಗ ಸ್ಥಿತಿಯಲ್ಲಿತ್ತು, ಆದರೆ ಈಗಿನ ಸಾಮಾಜಿಕ, ರಾಜಕೀಯ ಪರಿಸ್ಥಿತಿಯೇ ಬೇರೆ, ಅದಕ್ಕೆ ಹೊಂದಿಕೊಂಡು ಪಕ್ಷ ಸಂಘಟನೆ ಮಾಡುತ್ತೇನೆ ಎಂದರು. [20,146,208,210]
story1-photo [210,78,592,193]
paragraph: ಕಾರ್ಯಕ್ರಮದಲ್ಲಿ ಶಾಲೆಯ ಅಧ್ಯಕ್ಷರು ಹಾಗೂ ಶಿಕ್ಷಕರು ಉಪಸ್ಥಿತರಿದ್ದರು. ಈ ಸಂದರ್ಭದಲ್ಲಿ ಶಾಲಾ ಮಕ್ಕಳಿಂದ ವೈವಿಧ್ಯಮಯ ಸಾಂಸ್ಕೃತಿಕ ಕಾರ್ಯಕ್ರಮಗಳು ನಡೆದವು. [770,405,935,443]
paragraph: ಅಂತರಾಷ್ಟ್ರೀಯ ಸೆಪ್ಟೋಬಾಲ್ ಪಂದ್ಯಾವಳಿಯ ಪುರುಷರ ವಿಭಾಗದಲ್ಲಿ ಮಾಲೂರು ತಾಲ್ಲೂಕಿನ ನಾಗೊಂಡಹಳ್ಳಿ ಗ್ರಾಮದ ಗ್ರಾಮೀಣ ಭಾಗದ ಯುವ ಕ್ರೀಡಾಪಟು ಎನ್.ಎಂ.ಮಹೇಶ್ ಬಾಬು ಭಾರತ ತಂಡದಲ್ಲಿ ಭಾಗವಹಿಸಿ ಪ್ರಥಮ ಸ್ಥಾನ ಗಳಿಸಿ ಚಿನ್ನದ ಪದಕ ಪಡೆದಿರುವುದು. [210,1397,395,1448]
story3-photo [210,438,593,563]
masthead-title: ಸುವರ್ಣ ಪಾಲಾರ್ [30,10,208,45]
paragraph: ಕೆಯಾಗಿದೆ ಎಸ್‌ಎಚ್‌ಜಿ ಸಾಲ ನೀಡುವ ಕೆಲಸ ಮಾಡಲಾಗಿದೆ. ರೈತರಿಗೆ ಕೃಷಿ ಚಟುವಟಿಕೆಗಳಿಗೆ ಅನುಕೂಲವಾಗಲು ನೇರ ಸಾಲ, ಹೈನುಗಾರಿಕೆ ಸಾಲ ಹಾಗೂ ಇತರೆ ಸಾಲಗಳನ್ನು ನೀಡಲಾಗಿದೆ. ಸಹಕಾರ ಸಂಘಗಳು ರೈತರ ಜೀವನಾಡಿ, ರೈತರ ಅಭಿವೃದ್ಧಿಗೆ ಸಂಘದ ಅಭಿವೃದ್ಧಿಯೇ ಮುಖ್ಯ. ಸಂಘದ ಸದಸ್ಯರು ಸಹಕಾರ ನೀಡಿದರೆ ಮತ್ತಷ್ಟು ಅಭಿವೃದ್ಧಿ ಸಾಧ್ಯ. ಸರ್ಕಾರದ ಎಲ್ಲಾ ಯೋಜನೆಗಳನ್ನು ಸಂಘದ ಮೂಲಕ ರೈತರಿಗೆ ತಲುಪಿಸಲಾಗುವುದು. [210,567,398,645]
story1-column-3 [402,196,592,348]
section-rule [20,350,595,352]
story1-column-1 [20,78,208,348]
paragraph: ಳನ್ನು ಗೆಲ್ಲುವ ಪ್ರಯತ್ನ ಮಾಡೋಣ ಎಂದು ಹೇಳಿದರು. [414,197,553,207]
masthead-subtitle: ಕನ್ನಡ ದಿನ ಪತ್ರಿಕೆ [232,14,286,25]
paragraph: ಈ ಪಂದ್ಯಾವಳಿಯಲ್ಲಿ ಯು.ಎ.ಇ, ಓಮನ್, ಶ್ರೀಲಂಕಾ ಹಾಗೂ ಭಾರತ ತಂಡಗಳು ಭಾಗವಹಿಸಿದ್ದು, ಪುರುಷರ ವಿಭಾಗದಲ್ಲಿ ಭಾರತ ತಂಡ ಪ್ರಥಮ ಸ್ಥಾನ ಪಡೆದರೆ ಓಮನ್ [20,1437,205,1475]
